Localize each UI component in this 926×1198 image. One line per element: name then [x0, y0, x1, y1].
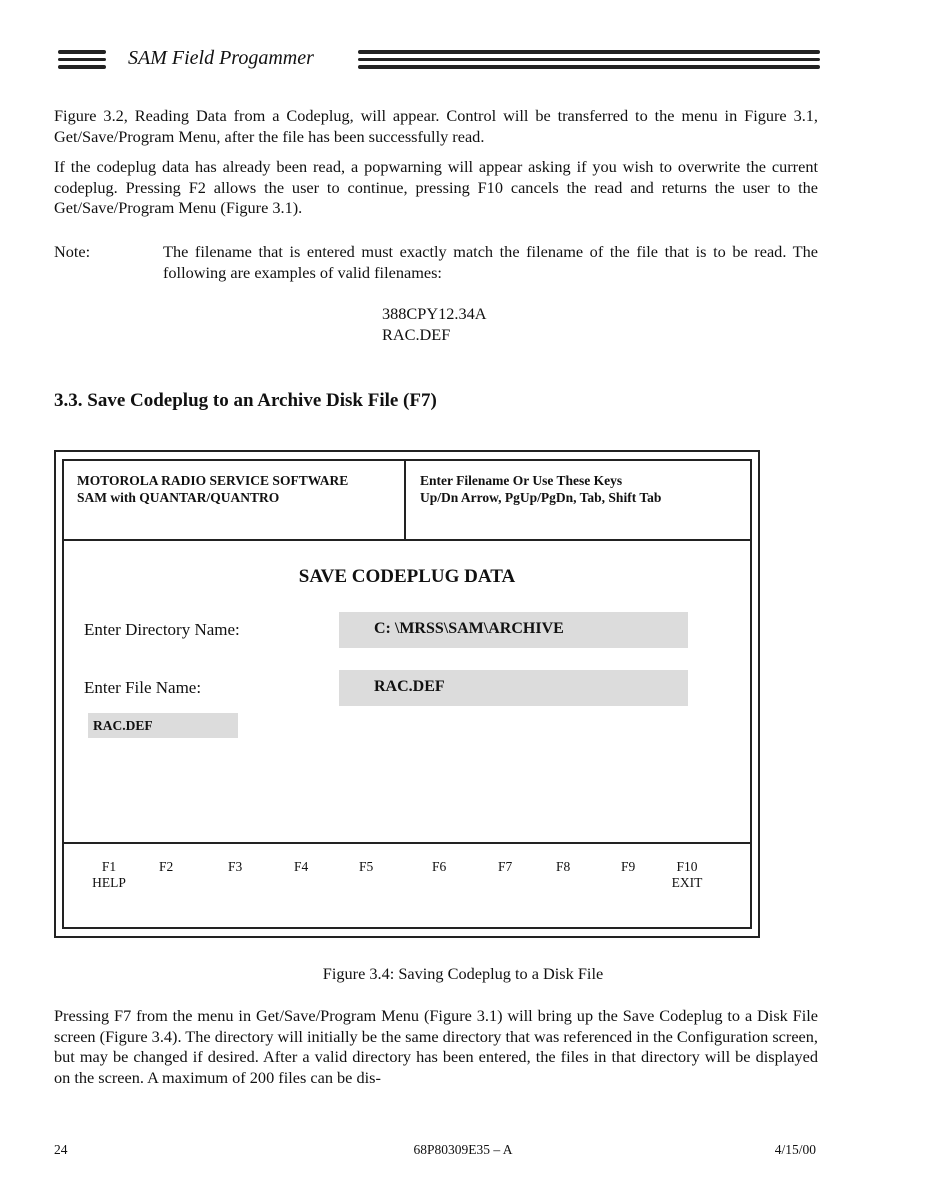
- screen-header: [64, 461, 750, 541]
- fkey-f5[interactable]: F5: [359, 859, 374, 874]
- screen-title: SAVE CODEPLUG DATA: [298, 566, 516, 587]
- footer-divider: [64, 842, 750, 844]
- fkey-f3[interactable]: F3: [228, 859, 243, 874]
- example-filename: RAC.DEF: [382, 324, 451, 344]
- header-rule-right: [358, 50, 820, 69]
- fkey-f1[interactable]: [86, 859, 132, 891]
- fkey-f10[interactable]: [664, 859, 710, 891]
- fkey-label: EXIT: [671, 875, 703, 890]
- directory-label: Enter Directory Name:: [84, 620, 240, 639]
- paragraph: If the codeplug data has already been read, a popwarning will appear asking if you wish to overwrite the current codeplug. Pressing F2 allows the user to continue, pressing F10 cancels the read and returns the user to the Get/Save/Program Menu (Figure 3.1).: [54, 157, 818, 217]
- fkey-label: HELP: [92, 875, 126, 890]
- header-line: SAM with QUANTAR/QUANTRO: [77, 490, 280, 505]
- paragraph: Figure 3.2, Reading Data from a Codeplug, will appear. Control will be transferred to the menu in Figure 3.1, Get/Save/Program Menu, after the file has been successfully read.: [54, 106, 818, 146]
- header-line: MOTOROLA RADIO SERVICE SOFTWARE: [77, 473, 349, 488]
- fkey-f6[interactable]: F6: [432, 859, 447, 874]
- fkey-f4[interactable]: F4: [294, 859, 309, 874]
- header-line: Enter Filename Or Use These Keys: [420, 473, 623, 488]
- filename-examples: [382, 304, 487, 345]
- directory-input[interactable]: C: \MRSS\SAM\ARCHIVE: [339, 612, 688, 648]
- page-number: 24: [54, 1142, 68, 1157]
- fkey-key: F1: [101, 859, 117, 874]
- file-list-item[interactable]: RAC.DEF: [88, 713, 238, 738]
- fkey-f9[interactable]: F9: [621, 859, 636, 874]
- key-instructions: [420, 472, 661, 506]
- running-header-title: SAM Field Progammer: [128, 47, 314, 69]
- example-filename: 388CPY12.34A: [382, 304, 487, 323]
- fkey-f8[interactable]: F8: [556, 859, 571, 874]
- paragraph: Pressing F7 from the menu in Get/Save/Program Menu (Figure 3.1) will bring up the Save Codeplug to a Disk File screen (Figure 3.4). The directory will initially be the same directory that was referenced in the Configuration screen, but may be changed if desired. After a valid directory has been entered, the files in that directory will be displayed on the screen. A maximum of 200 files can be dis-: [54, 1006, 818, 1087]
- software-title: [77, 472, 348, 506]
- screen-inner: [62, 459, 752, 929]
- function-key-bar: [64, 859, 750, 899]
- header-line: Up/Dn Arrow, PgUp/PgDn, Tab, Shift Tab: [420, 490, 662, 505]
- note-label: Note:: [54, 242, 91, 261]
- document-date: 4/15/00: [774, 1142, 816, 1157]
- figure-caption: Figure 3.4: Saving Codeplug to a Disk File: [322, 964, 604, 983]
- header-divider: [404, 461, 406, 539]
- fkey-f7[interactable]: F7: [498, 859, 513, 874]
- file-name-input[interactable]: RAC.DEF: [339, 670, 688, 706]
- section-heading: 3.3. Save Codeplug to an Archive Disk File (F7): [54, 390, 437, 411]
- note-text: The filename that is entered must exactly match the filename of the file that is to be read. The following are examples of valid filenames:: [163, 242, 818, 282]
- fkey-key: F10: [676, 859, 698, 874]
- document-number: 68P80309E35 – A: [413, 1142, 513, 1157]
- fkey-f2[interactable]: F2: [159, 859, 174, 874]
- file-name-label: Enter File Name:: [84, 678, 202, 697]
- header-rule-left: [58, 50, 106, 69]
- screen-figure: [54, 450, 760, 938]
